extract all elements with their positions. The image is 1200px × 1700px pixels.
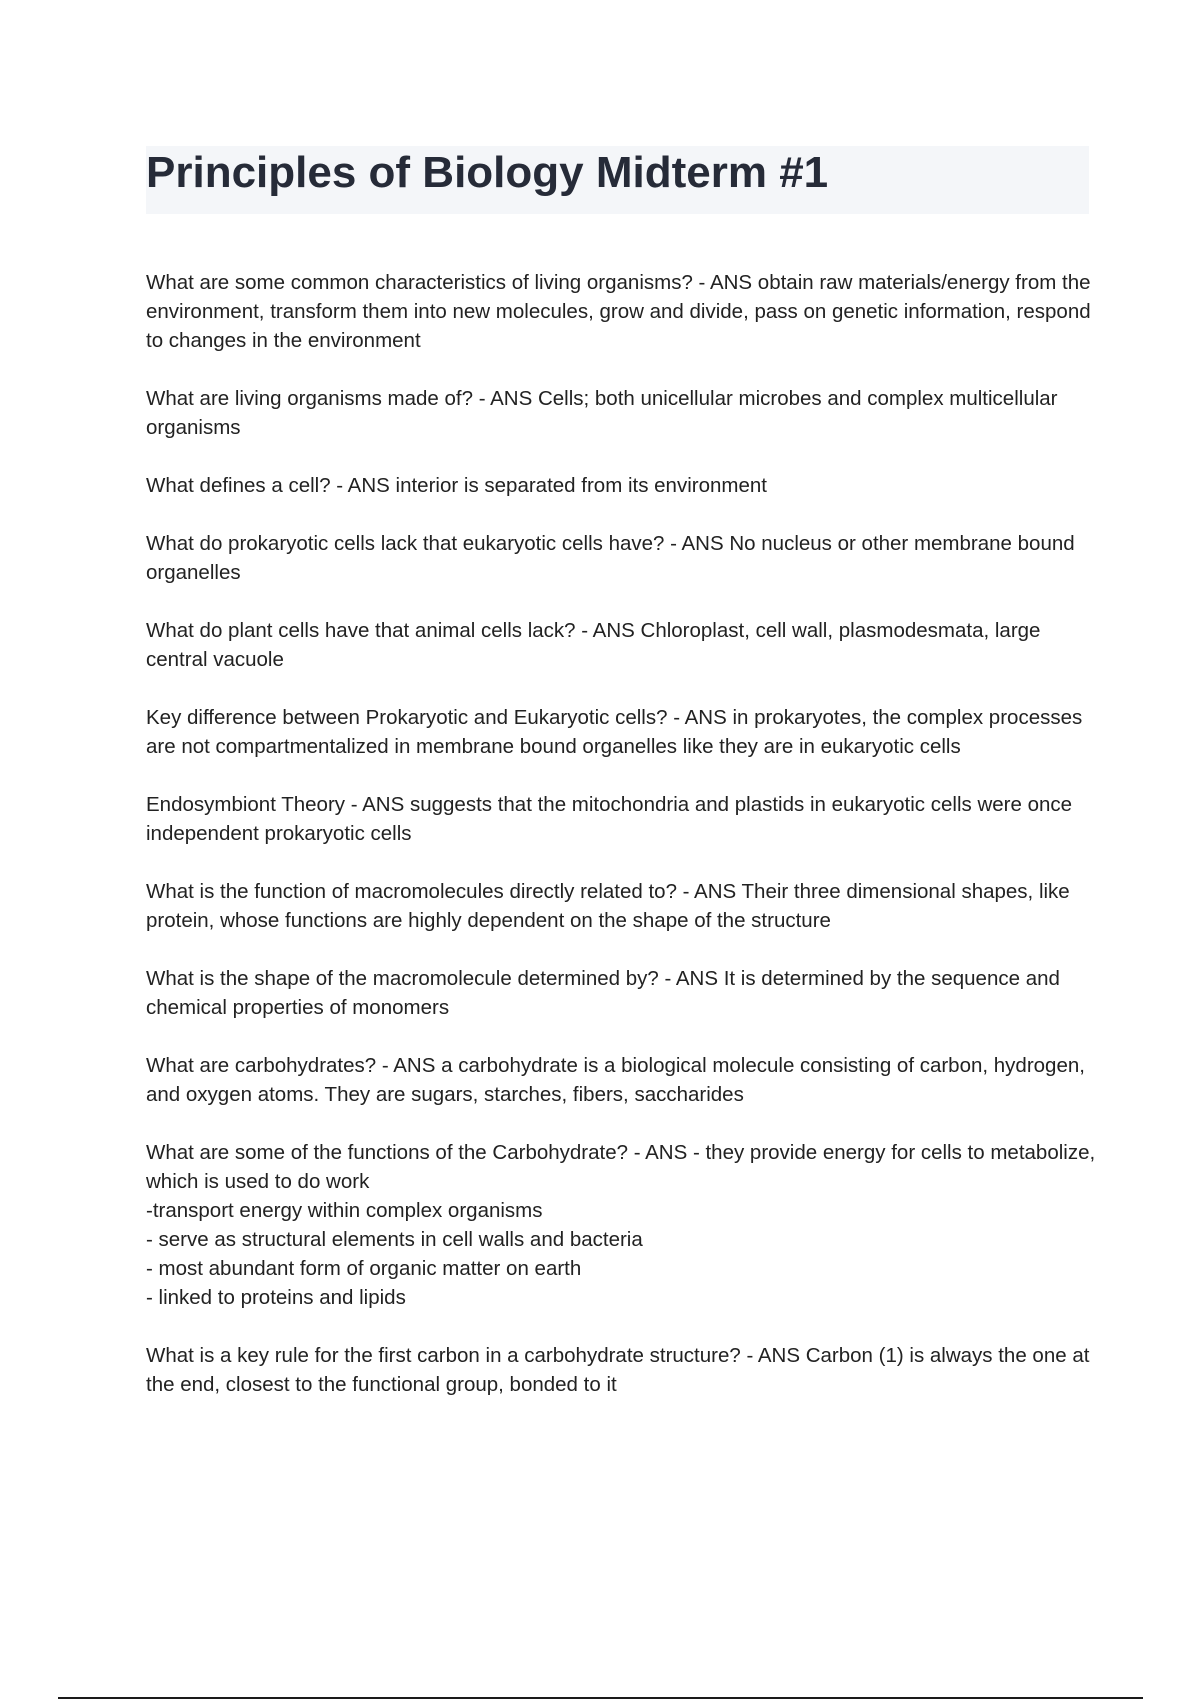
qa-item: What is the function of macromolecules directly related to? - ANS Their three dimensional shapes, like protein, whose functions are highly dependent on the shape of the structure bbox=[146, 880, 1076, 932]
qa-item: What are carbohydrates? - ANS a carbohydrate is a biological molecule consisting of carbon, hydrogen, and oxygen atoms. They are sugars, starches, fibers, saccharides bbox=[146, 1054, 1091, 1106]
qa-item: What do prokaryotic cells lack that eukaryotic cells have? - ANS No nucleus or other membrane bound organelles bbox=[146, 532, 1081, 584]
qa-list bbox=[146, 268, 1096, 1428]
qa-item: Endosymbiont Theory - ANS suggests that the mitochondria and plastids in eukaryotic cells were once independent prokaryotic cells bbox=[146, 793, 1078, 845]
qa-item: What do plant cells have that animal cells lack? - ANS Chloroplast, cell wall, plasmodesmata, large central vacuole bbox=[146, 619, 1047, 671]
page-title: Principles of Biology Midterm #1 bbox=[146, 148, 829, 197]
qa-item: What are living organisms made of? - ANS Cells; both unicellular microbes and complex multicellular organisms bbox=[146, 387, 1064, 439]
qa-item: What is the shape of the macromolecule determined by? - ANS It is determined by the sequence and chemical properties of monomers bbox=[146, 967, 1066, 1019]
qa-item: What defines a cell? - ANS interior is separated from its environment bbox=[146, 474, 767, 497]
qa-item: What is a key rule for the first carbon in a carbohydrate structure? - ANS Carbon (1) is always the one at the end, closest to the functional group, bonded to it bbox=[146, 1344, 1096, 1396]
qa-item: What are some of the functions of the Carbohydrate? - ANS - they provide energy for cells to metabolize, which is used to do work -transport energy within complex organisms - serve as structural elements in cell walls and bacteria - most abundant form of organic matter on earth - linked to proteins and lipids bbox=[146, 1141, 1096, 1309]
qa-item: Key difference between Prokaryotic and Eukaryotic cells? - ANS in prokaryotes, the complex processes are not compartmentalized in membrane bound organelles like they are in eukaryotic cells bbox=[146, 706, 1088, 758]
footer-divider bbox=[58, 1697, 1143, 1699]
qa-item: What are some common characteristics of living organisms? - ANS obtain raw materials/energy from the environment, transform them into new molecules, grow and divide, pass on genetic information, respond to changes in the environment bbox=[146, 271, 1097, 352]
